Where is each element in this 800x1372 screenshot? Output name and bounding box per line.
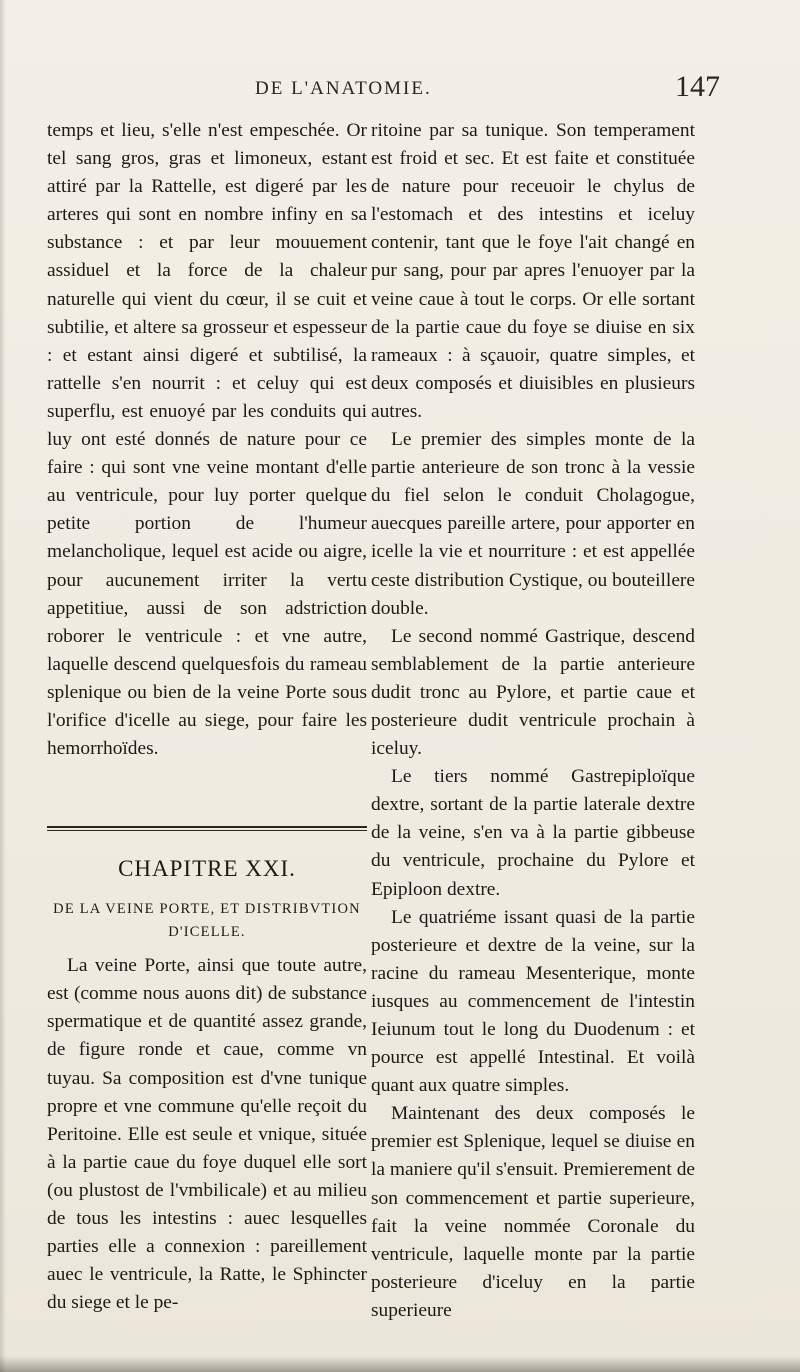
right-paragraph-1: ritoine par sa tunique. Son temperament est froid et sec. Et est faite et constituée de nature pour receuoir le chylus de l'estomach et des intestins et iceluy contenir, tant que le foye l'ait changé en pur sang, pour par apres l'enuoyer par la veine caue à tout le corps. Or elle sortant de la partie caue du foye se diuise en six rameaux : à sçauoir, quatre simples, et deux composés et diuisibles en plusieurs autres. (371, 120, 695, 422)
right-paragraph-2: Le premier des simples monte de la partie anterieure de son tronc à la vessie du fiel selon le conduit Cholagogue, auecques pareille artere, pour apporter en icelle la vie et nourriture : et est appellée ceste distribution Cystique, ou bouteillere double. (371, 429, 695, 619)
right-paragraph-5: Le quatriéme issant quasi de la partie posterieure et dextre de la veine, sur la racine du rameau Mesenterique, monte iusques au commencement de l'intestin Ieiunum tout le long du Duodenum : et pource est appellé Intestinal. Et voilà quant aux quatre simples. (371, 906, 695, 1097)
page-edge-shadow (0, 0, 6, 1372)
left-paragraph-1: temps et lieu, s'elle n'est empeschée. Or tel sang gros, gras et limoneux, estant attiré par la Rattelle, est digeré par les arteres qui sont en nombre infiny en sa substance : et par leur mouuement assiduel et la force de la chaleur naturelle qui vient du cœur, il se cuit et subtilie, et altere sa grosseur et espesseur : et estant ainsi digeré et subtilisé, la rattelle s'en nourrit : et celuy qui est superflu, est enuoyé par les conduits qui luy ont esté donnés de nature pour ce faire : qui sont vne veine montant d'elle au ventricule, pour luy porter quelque petite portion de l'humeur melancholique, lequel est acide ou aigre, pour aucunement irriter la vertu appetitiue, aussi de son adstriction roborer le ventricule : et vne autre, laquelle descend quelquesfois du rameau splenique ou bien de la veine Porte sous l'orifice d'icelle au siege, pour faire les hemorrhoïdes. (47, 120, 367, 760)
chapter-subtitle: DE LA VEINE PORTE, ET DISTRIBVTION D'ICELLE. (53, 901, 361, 941)
chapter-title: CHAPITRE XXI. (118, 856, 296, 882)
chapter-divider-rule (47, 826, 367, 831)
chapter-divider-thin-rule (47, 830, 367, 831)
right-paragraph-4: Le tiers nommé Gastrepiploïque dextre, sortant de la partie laterale dextre de la veine, s'en va à la partie gibbeuse du ventricule, prochaine du Pylore et Epiploon dextre. (371, 766, 695, 900)
page-bottom-shadow (0, 1356, 800, 1372)
chapter-body (47, 952, 367, 1317)
right-column (371, 117, 695, 1325)
running-head: DE L'ANATOMIE. (255, 78, 432, 99)
right-paragraph-6: Maintenant des deux composés le premier est Splenique, lequel se diuise en la maniere qu'il s'ensuit. Premierement de son commencement et partie superieure, fait la veine nommée Coronale du ventricule, laquelle monte par la partie posterieure d'iceluy en la partie superieure (371, 1103, 695, 1321)
right-paragraph-3: Le second nommé Gastrique, descend semblablement de la partie anterieure dudit tronc au Pylore, et partie caue et posterieure dudit ventricule prochain à iceluy. (371, 625, 695, 760)
left-column (47, 117, 367, 1317)
left-paragraph-2: La veine Porte, ainsi que toute autre, est (comme nous auons dit) de substance spermatique et de quantité assez grande, de figure ronde et caue, comme vn tuyau. Sa composition est d'vne tunique propre et vne commune qu'elle reçoit du Peritoine. Elle est seule et vnique, située à la partie caue du foye duquel elle sort (ou plustost de l'vmbilicale) et au milieu de tous les intestins : auec lesquelles parties elle a connexion : pareillement auec le ventricule, la Ratte, le Sphincter du siege et le pe- (47, 955, 367, 1314)
page-number: 147 (675, 70, 720, 103)
